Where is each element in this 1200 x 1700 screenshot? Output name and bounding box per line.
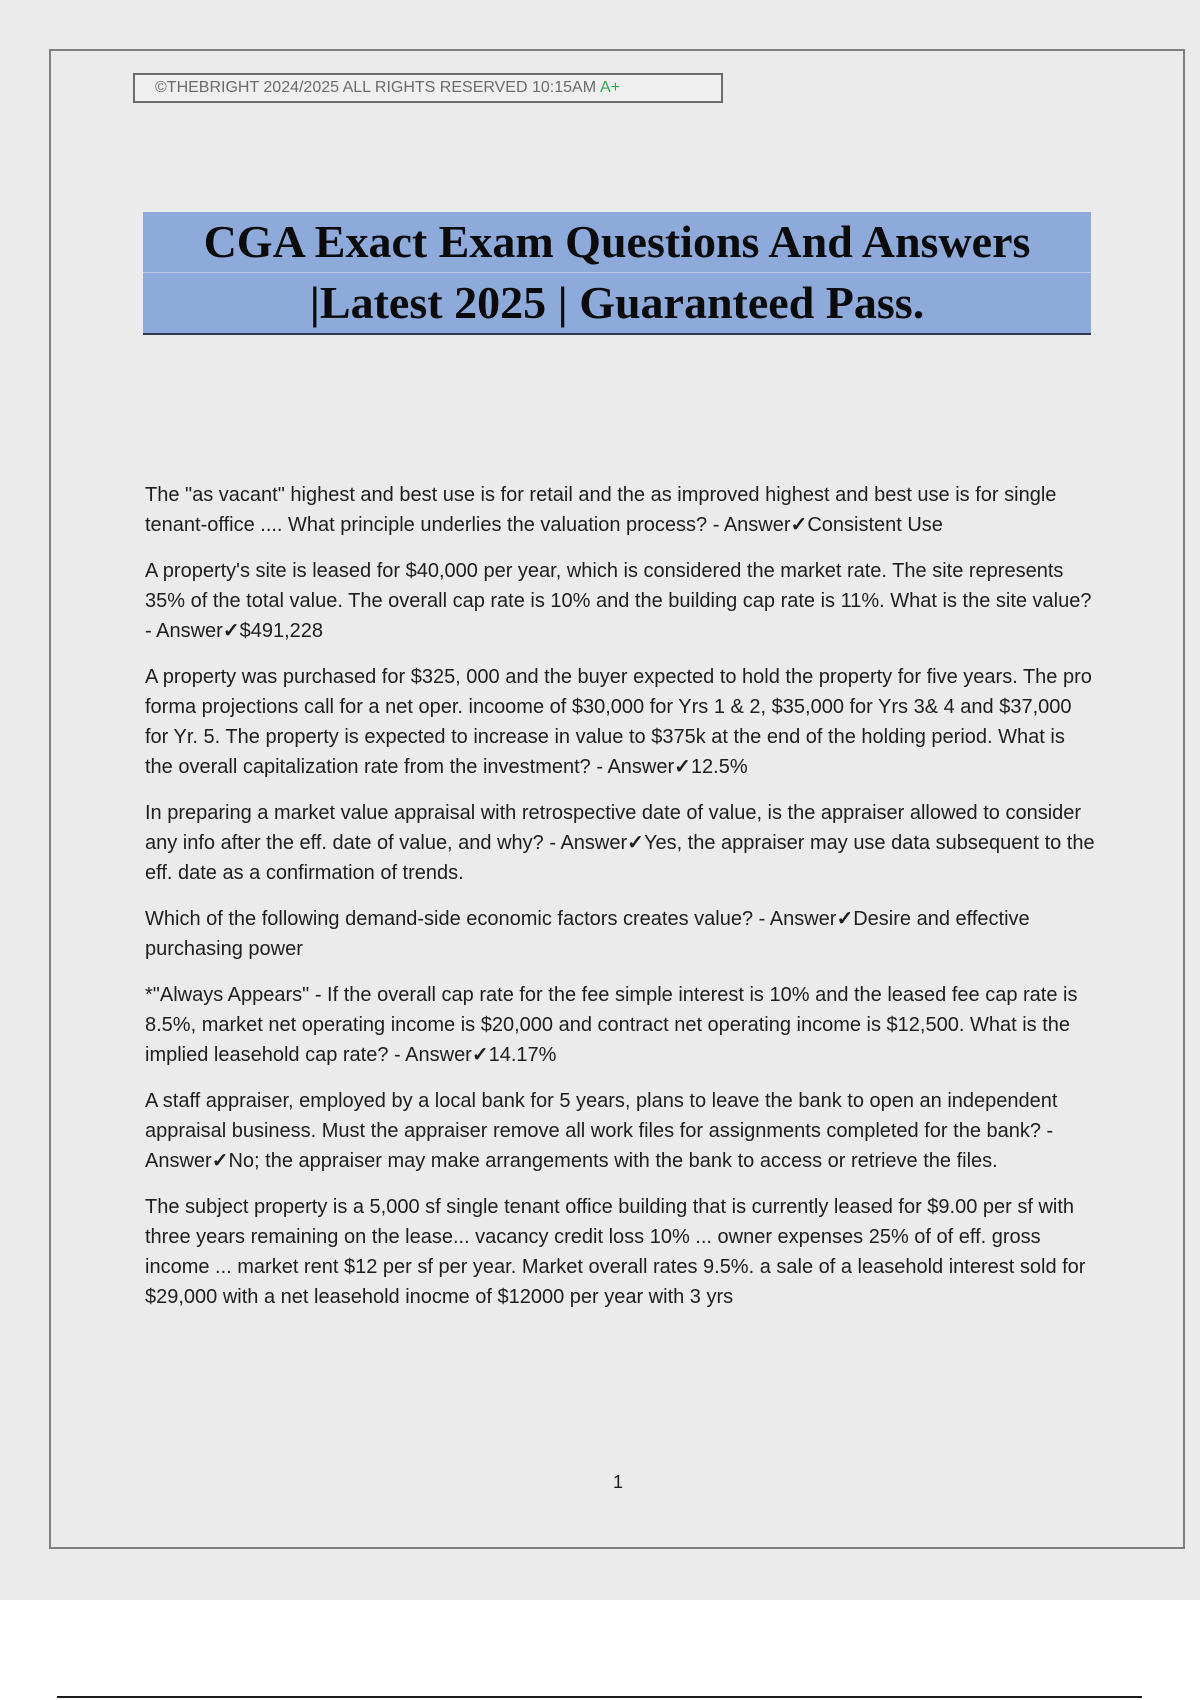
answer-text: 14.17%: [488, 1044, 557, 1066]
answer-label: Answer: [560, 832, 628, 854]
answer-text: Desire and effective purchasing power: [145, 908, 1030, 960]
footer-divider: [57, 1696, 1142, 1698]
document-title: [143, 212, 1091, 335]
answer-label: Answer: [769, 908, 837, 930]
qa-item: [145, 904, 1095, 964]
qa-item: [145, 1086, 1095, 1176]
answer-text: $491,228: [239, 620, 324, 642]
qa-item: [145, 980, 1095, 1070]
qa-item-partial: [145, 1192, 1095, 1312]
question-text: In preparing a market value appraisal with retrospective date of value, is the appraiser allowed to consider any info after the eff. date of value, and why? -: [145, 802, 1082, 854]
answer-label: Answer: [156, 620, 223, 642]
copyright-text: ©THEBRIGHT 2024/2025 ALL RIGHTS RESERVED 10:15AM: [155, 79, 597, 96]
qa-item: [145, 662, 1095, 782]
question-text: A property's site is leased for $40,000 per year, which is considered the market rate. The site represents 35% of the total value. The overall cap rate is 10% and the building cap rate is 11%. What is the site value? -: [145, 560, 1092, 642]
title-line-1: CGA Exact Exam Questions And Answers: [143, 212, 1091, 273]
checkmark-icon: ✓: [211, 1150, 229, 1172]
answer-text: No; the appraiser may make arrangements with the bank to access or retrieve the files.: [228, 1150, 998, 1172]
qa-item: [145, 480, 1095, 540]
answer-label: Answer: [723, 514, 791, 536]
question-text: A property was purchased for $325, 000 and the buyer expected to hold the property for five years. The pro forma projections call for a net oper. incoome of $30,000 for Yrs 1 & 2, $35,000 for Yrs 3& 4 and $37,000 for Yr. 5. The property is expected to increase in value to $375k at the end of the holding period. What is the overall capitalization rate from the investment? -: [145, 666, 1092, 778]
page-number: 1: [612, 1472, 623, 1492]
question-text: A staff appraiser, employed by a local bank for 5 years, plans to leave the bank to open an independent appraisal business. Must the appraiser remove all work files for assignments completed for the bank? -: [145, 1090, 1058, 1142]
checkmark-icon: ✓: [222, 620, 240, 642]
checkmark-icon: ✓: [790, 514, 808, 536]
question-text: The subject property is a 5,000 sf single tenant office building that is currently leased for $9.00 per sf with three years remaining on the lease... vacancy credit loss 10% ... owner expenses 25% of of eff. gross income ... market rent $12 per sf per year. Market overall rates 9.5%. a sale of a leasehold interest sold for $29,000 with a net leasehold inocme of $12000 per year with 3 yrs: [145, 1196, 1086, 1308]
question-text: The "as vacant" highest and best use is for retail and the as improved highest and best use is for single tenant-office .... What principle underlies the valuation process? -: [145, 484, 1057, 536]
answer-label: Answer: [405, 1044, 472, 1066]
checkmark-icon: ✓: [471, 1044, 489, 1066]
qa-item: [145, 556, 1095, 646]
checkmark-icon: ✓: [674, 756, 691, 778]
answer-label: Answer: [145, 1150, 212, 1172]
checkmark-icon: ✓: [836, 908, 854, 930]
answer-text: 12.5%: [690, 756, 748, 778]
question-text: Which of the following demand-side economic factors creates value? -: [145, 908, 770, 930]
copyright-banner: [133, 73, 723, 103]
answer-text: Consistent Use: [807, 514, 943, 536]
question-text: *"Always Appears" - If the overall cap rate for the fee simple interest is 10% and the leased fee cap rate is 8.5%, market net operating income is $20,000 and contract net operating income is $12,500. What is the implied leasehold cap rate? -: [145, 984, 1078, 1066]
qa-item: [145, 798, 1095, 888]
answer-text: Yes, the appraiser may use data subsequent to the eff. date as a confirmation of trends.: [145, 832, 1095, 884]
title-line-2: |Latest 2025 | Guaranteed Pass.: [309, 277, 925, 328]
qa-list: [145, 480, 1095, 1328]
grade-badge: A+: [600, 79, 621, 96]
answer-label: Answer: [607, 756, 675, 778]
checkmark-icon: ✓: [627, 832, 644, 854]
